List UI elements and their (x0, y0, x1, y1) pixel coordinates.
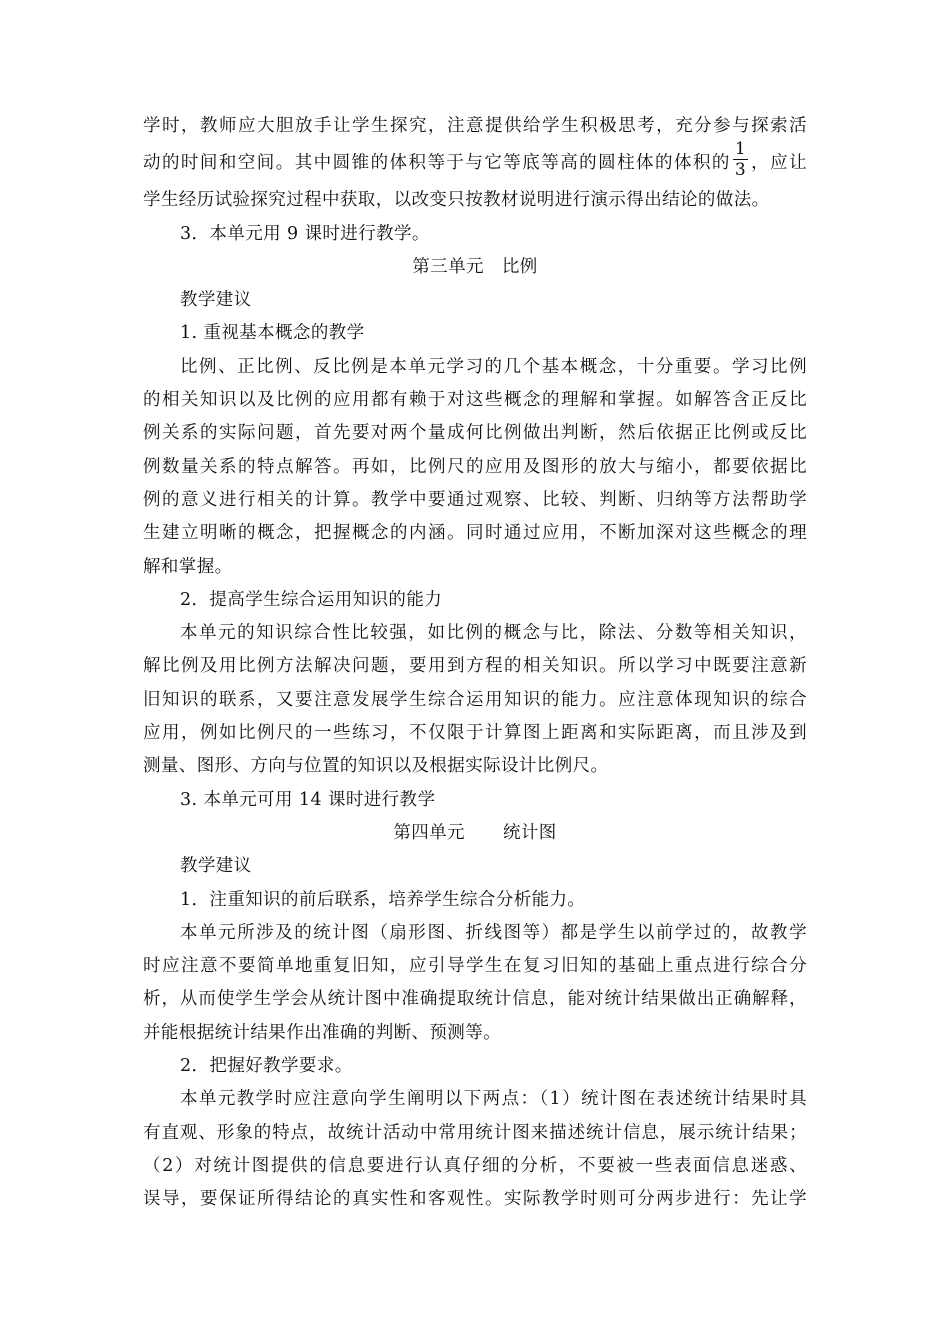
text-line: 时应注意不要简单地重复旧知，应引导学生在复习旧知的基础上重点进行综合分 (143, 956, 807, 977)
section-heading-unit4 (143, 817, 807, 850)
text-line: 例关系的实际问题，首先要对两个量成何比例做出判断，然后依据正比例或反比 (143, 423, 807, 444)
text-line: 例数量关系的特点解答。再如，比例尺的应用及图形的放大与缩小，都要依据比 (143, 456, 807, 477)
heading-part: 统计图 (502, 822, 557, 843)
paragraph (143, 1083, 807, 1216)
list-item: 3. 本单元可用 14 课时进行教学 (180, 789, 436, 810)
text-line: 本单元的知识综合性比较强，如比例的概念与比，除法、分数等相关知识， (180, 623, 807, 644)
subheading: 教学建议 (180, 290, 252, 311)
paragraph (143, 617, 807, 783)
heading-part: 第四单元 (393, 822, 465, 843)
text-line: 解和掌握。 (143, 556, 233, 577)
document-page (143, 110, 807, 1217)
paragraph (143, 351, 807, 584)
text-line: 解比例及用比例方法解决问题，要用到方程的相关知识。所以学习中既要注意新 (143, 656, 807, 677)
text-line: 有直观、形象的特点，故统计活动中常用统计图来描述统计信息，展示统计结果； (143, 1122, 807, 1143)
text-line: 比例、正比例、反比例是本单元学习的几个基本概念，十分重要。学习比例 (180, 356, 807, 377)
heading-part: 比例 (501, 256, 538, 277)
text-fragment: ，应让 (750, 153, 808, 174)
text-line: 例的意义进行相关的计算。教学中要通过观察、比较、判断、归纳等方法帮助学 (143, 489, 807, 510)
text-line-with-fraction (143, 139, 808, 184)
fraction-one-third (733, 139, 748, 180)
text-line: 测量、图形、方向与位置的知识以及根据实际设计比例尺。 (143, 756, 609, 777)
text-line: 生建立明晰的概念，把握概念的内涵。同时通过应用，不断加深对这些概念的理 (143, 523, 807, 544)
paragraph (143, 917, 807, 1050)
fraction-numerator: 1 (734, 139, 747, 160)
heading-part: 第三单元 (412, 256, 484, 277)
text-line: 误导，要保证所得结论的真实性和客观性。实际教学时则可分两步进行：先让学 (143, 1189, 807, 1210)
text-line: 应用，例如比例尺的一些练习，不仅限于计算图上距离和实际距离，而且涉及到 (143, 723, 807, 744)
list-item: 2．把握好教学要求。 (180, 1056, 353, 1077)
subheading: 教学建议 (180, 856, 252, 877)
text-line: 的相关知识以及比例的应用都有赖于对这些概念的理解和掌握。如解答含正反比 (143, 390, 807, 411)
list-item: 1．注重知识的前后联系，培养学生综合分析能力。 (180, 889, 586, 910)
list-item: 3．本单元用 9 课时进行教学。 (180, 223, 430, 244)
text-line: 析，从而使学生学会从统计图中准确提取统计信息，能对统计结果做出正确解释， (143, 989, 807, 1010)
text-line: 并能根据统计结果作出准确的判断、预测等。 (143, 1022, 501, 1043)
fraction-denominator: 3 (734, 160, 747, 181)
text-line: 本单元所涉及的统计图（扇形图、折线图等）都是学生以前学过的，故教学 (180, 922, 807, 943)
text-fragment: 动的时间和空间。其中圆锥的体积等于与它等底等高的圆柱体的体积的 (143, 153, 731, 174)
list-item: 1. 重视基本概念的教学 (180, 323, 365, 344)
text-line: 旧知识的联系，又要注意发展学生综合运用知识的能力。应注意体现知识的综合 (143, 689, 807, 710)
section-heading-unit3 (143, 251, 807, 284)
text-line: 学时，教师应大胆放手让学生探究，注意提供给学生积极思考，充分参与探索活 (143, 116, 807, 136)
text-line: （2）对统计图提供的信息要进行认真仔细的分析，不要被一些表面信息迷惑、 (143, 1155, 807, 1176)
text-line: 本单元教学时应注意向学生阐明以下两点：（1）统计图在表述统计结果时具 (180, 1089, 807, 1110)
text-line: 学生经历试验探究过程中获取，以改变只按教材说明进行演示得出结论的做法。 (143, 190, 770, 211)
list-item: 2．提高学生综合运用知识的能力 (180, 589, 443, 610)
